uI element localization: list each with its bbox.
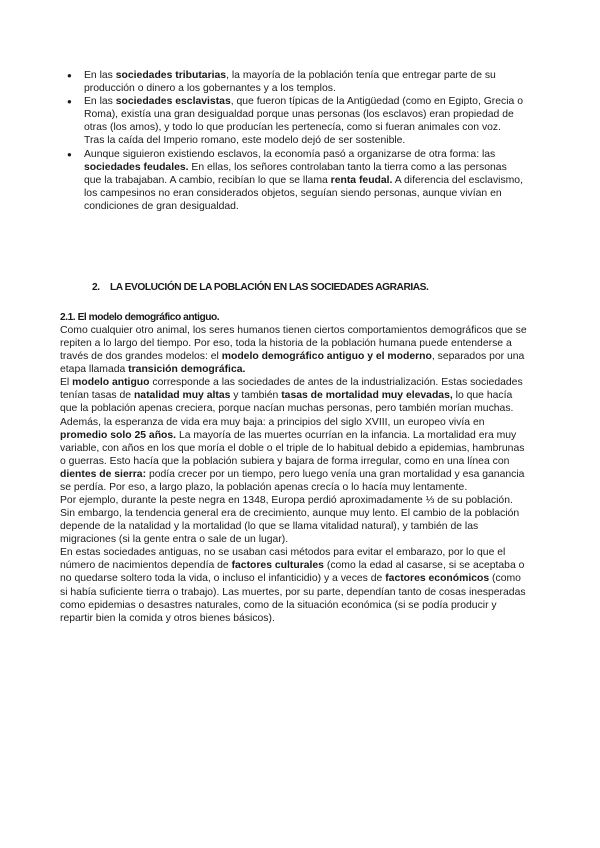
bold-text: sociedades tributarias bbox=[115, 70, 227, 81]
text-run: y también bbox=[230, 390, 282, 402]
text-run: En las bbox=[84, 70, 116, 81]
bold-text: transición demográfica. bbox=[128, 364, 246, 376]
bold-text: factores culturales bbox=[231, 560, 324, 572]
section-number: 2. bbox=[92, 282, 100, 293]
bold-text: promedio solo 25 años. bbox=[60, 429, 177, 441]
paragraph bbox=[60, 546, 528, 624]
section-title: LA EVOLUCIÓN DE LA POBLACIÓN EN LAS SOCIEDADES AGRARIAS. bbox=[110, 282, 429, 293]
paragraph bbox=[60, 376, 528, 494]
text-run: En estas sociedades antiguas, no se usaban casi métodos para evitar el embarazo, por lo que el número de nacimientos dependía de bbox=[60, 547, 506, 572]
section-heading bbox=[92, 281, 522, 294]
text-run: La mayoría de las muertes ocurrían en la infancia. La mortalidad era muy variable, con años en los que moría el doble o el triple de lo habitual debido a epidemias, hambrunas o guerras. Esto hacía que la población subiera y bajara de forma irregular, como en una línea con bbox=[60, 429, 525, 467]
subsection-heading: 2.1. El modelo demográfico antiguo. bbox=[60, 312, 220, 323]
paragraph bbox=[60, 494, 528, 546]
text-run: (como si había suficiente tierra o trabajo). Las muertes, por su parte, dependían tanto de cosas inesperadas como epidemias o desastres naturales, como de la situación económica (si se podía producir y repartir bien la comida y otros bienes básicos). bbox=[60, 573, 526, 624]
text-run: (como la edad al casarse, si se aceptaba o no quedarse soltero toda la vida, o incluso el infanticidio) y a veces de bbox=[60, 560, 525, 585]
bold-text: modelo demográfico antiguo y el moderno bbox=[221, 351, 432, 363]
text-run: , la mayoría de la población tenía que entregar parte de su producción o dinero a los gobernantes y a los templos. bbox=[84, 70, 496, 95]
text-run: Por ejemplo, durante la peste negra en 1348, Europa perdió aproximadamente ⅓ de su población. Sin embargo, la tendencia general era de crecimiento, aunque muy lento. El cambio de la población depende de la natalidad y la mortalidad (lo que se llama vitalidad natural), y también de las migraciones (si la gente entra o sale de un lugar). bbox=[60, 495, 520, 546]
text-run: A diferencia del esclavismo, los campesinos no eran considerados objetos, seguían siendo personas, aunque vivían en condiciones de gran desigualdad. bbox=[84, 174, 523, 212]
bullet-item bbox=[84, 95, 524, 147]
bullet-list bbox=[84, 69, 524, 213]
bold-text: sociedades feudales. bbox=[84, 161, 189, 173]
bullet-item bbox=[84, 148, 524, 213]
bold-text: tasas de mortalidad muy elevadas, bbox=[281, 390, 453, 402]
bold-text: factores económicos bbox=[385, 573, 490, 585]
bold-text: natalidad muy altas bbox=[133, 390, 231, 402]
text-run: Aunque siguieron existiendo esclavos, la economía pasó a organizarse de otra forma: las bbox=[84, 148, 496, 160]
text-run: , que fueron típicas de la Antigüedad (como en Egipto, Grecia o Roma), existía una gran desigualdad porque unas personas (los esclavos) eran propiedad de otras (los amos), y todo lo que producían les pertenecía, como si fueran animales con voz. Tras la caída del Imperio romano, este modelo dejó de ser sostenible. bbox=[84, 96, 523, 147]
text-run: El bbox=[60, 377, 73, 389]
text-run: podía crecer por un tiempo, pero luego venía una gran mortalidad y esa ganancia se perdía. Por eso, a largo plazo, la población apenas crecía o lo hacía muy lentamente. bbox=[60, 468, 525, 493]
text-run: Como cualquier otro animal, los seres humanos tienen ciertos comportamientos demográficos que se repiten a lo largo del tiempo. Por eso, toda la historia de la población humana puede entenderse a través de dos grandes modelos: el bbox=[60, 325, 527, 363]
text-run: lo que hacía que la población apenas creciera, porque nacían muchas personas, pero también morían muchas. Además, la esperanza de vida era muy baja: a principios del siglo XVIII, un europeo vivía en bbox=[60, 390, 514, 428]
text-run: En ellas, los señores controlaban tanto la tierra como a las personas que la trabajaban. A cambio, recibían lo que se llama bbox=[84, 161, 507, 186]
text-run: En las bbox=[84, 96, 116, 108]
bold-text: renta feudal. bbox=[330, 174, 393, 186]
text-run: corresponde a las sociedades de antes de la industrialización. Estas sociedades tenían tasas de bbox=[60, 377, 523, 402]
body-text bbox=[60, 324, 528, 625]
bold-text: modelo antiguo bbox=[72, 377, 150, 389]
bullet-item bbox=[84, 69, 524, 95]
bold-text: dientes de sierra: bbox=[60, 468, 147, 480]
paragraph bbox=[60, 324, 528, 376]
text-run: , separados por una etapa llamada bbox=[60, 351, 525, 376]
bold-text: sociedades esclavistas bbox=[115, 96, 231, 108]
